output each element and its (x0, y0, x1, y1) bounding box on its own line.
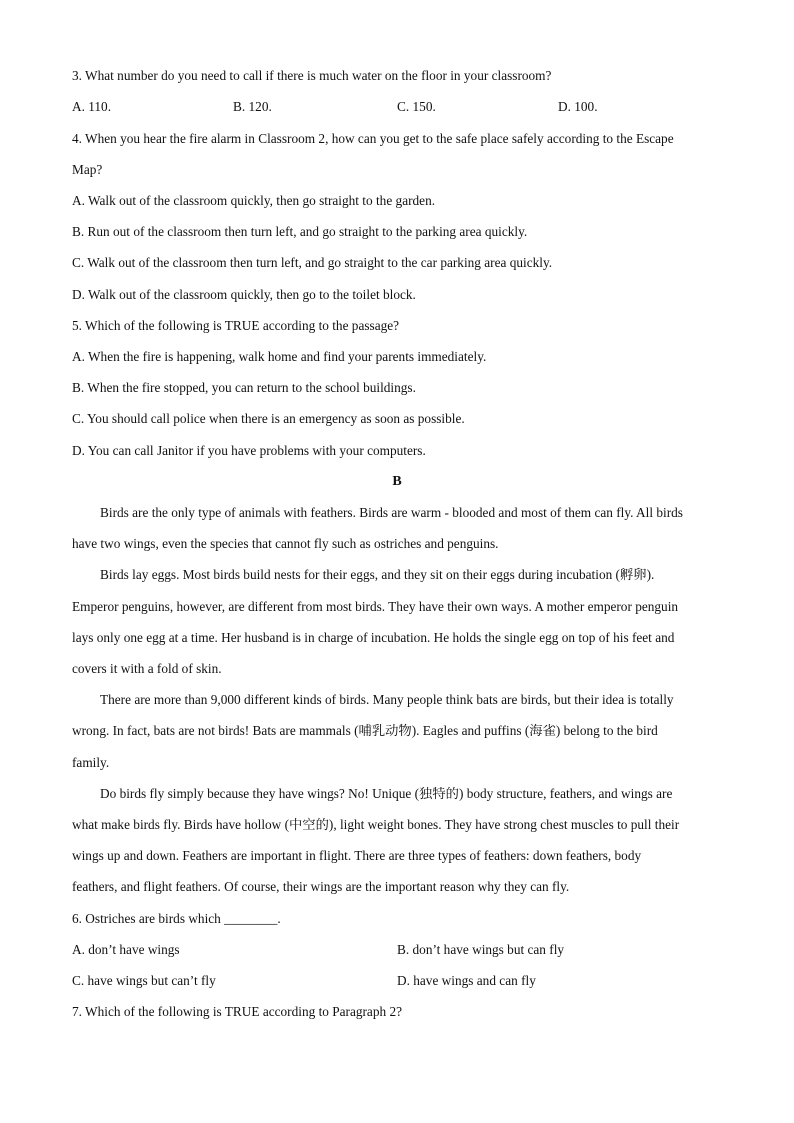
q6-option-d: D. have wings and can fly (397, 973, 536, 988)
q4-option-b: B. Run out of the classroom then turn left, and go straight to the parking area quickly. (72, 224, 528, 239)
question-6-options-row1 (72, 942, 722, 958)
section-b-title: B (392, 474, 402, 489)
passage-p2-line: Emperor penguins, however, are different from most birds. They have their own ways. A mother emperor penguin (72, 599, 679, 614)
question-6-stem: 6. Ostriches are birds which ________. (72, 911, 281, 926)
question-7-stem: 7. Which of the following is TRUE according to Paragraph 2? (72, 1004, 403, 1019)
q5-option-b: B. When the fire stopped, you can return to the school buildings. (72, 380, 416, 395)
passage-p1-line: have two wings, even the species that cannot fly such as ostriches and penguins. (72, 536, 499, 551)
passage-p3-line: family. (72, 755, 110, 770)
q5-option-a: A. When the fire is happening, walk home and find your parents immediately. (72, 349, 487, 364)
q3-option-b: B. 120. (233, 99, 272, 114)
q6-option-a: A. don’t have wings (72, 942, 180, 957)
passage-p3-line: There are more than 9,000 different kinds of birds. Many people think bats are birds, but their idea is totally (100, 692, 674, 707)
q3-option-d: D. 100. (558, 99, 598, 114)
passage-p2-line: Birds lay eggs. Most birds build nests for their eggs, and they sit on their eggs during incubation (孵卵). (100, 567, 655, 582)
passage-p2-line: covers it with a fold of skin. (72, 661, 222, 676)
q4-option-c: C. Walk out of the classroom then turn left, and go straight to the car parking area quickly. (72, 255, 553, 270)
question-4-stem-cont: Map? (72, 162, 103, 177)
q6-option-c: C. have wings but can’t fly (72, 973, 216, 988)
q4-option-d: D. Walk out of the classroom quickly, then go to the toilet block. (72, 287, 416, 302)
passage-p1-line: Birds are the only type of animals with feathers. Birds are warm - blooded and most of them can fly. All birds (100, 505, 683, 520)
q3-option-c: C. 150. (397, 99, 436, 114)
question-4-stem: 4. When you hear the fire alarm in Classroom 2, how can you get to the safe place safely according to the Escape (72, 131, 674, 146)
q4-option-a: A. Walk out of the classroom quickly, then go straight to the garden. (72, 193, 436, 208)
passage-p3-line: wrong. In fact, bats are not birds! Bats are mammals (哺乳动物). Eagles and puffins (海雀) belong to the bird (72, 723, 658, 738)
passage-p4-line: wings up and down. Feathers are important in flight. There are three types of feathers: down feathers, body (72, 848, 642, 863)
passage-p4-line: feathers, and flight feathers. Of course, their wings are the important reason why they can fly. (72, 879, 570, 894)
question-6-options-row2 (72, 973, 722, 989)
passage-p4-line: Do birds fly simply because they have wings? No! Unique (独特的) body structure, feathers, and wings are (100, 786, 673, 801)
question-3-stem: 3. What number do you need to call if there is much water on the floor in your classroom? (72, 68, 552, 83)
q6-option-b: B. don’t have wings but can fly (397, 942, 565, 957)
question-3-options (72, 99, 722, 115)
question-5-stem: 5. Which of the following is TRUE according to the passage? (72, 318, 400, 333)
q5-option-d: D. You can call Janitor if you have problems with your computers. (72, 443, 426, 458)
q3-option-a: A. 110. (72, 99, 112, 114)
passage-p2-line: lays only one egg at a time. Her husband is in charge of incubation. He holds the single egg on top of his feet and (72, 630, 675, 645)
q5-option-c: C. You should call police when there is an emergency as soon as possible. (72, 411, 465, 426)
passage-p4-line: what make birds fly. Birds have hollow (中空的), light weight bones. They have strong chest muscles to pull their (72, 817, 680, 832)
